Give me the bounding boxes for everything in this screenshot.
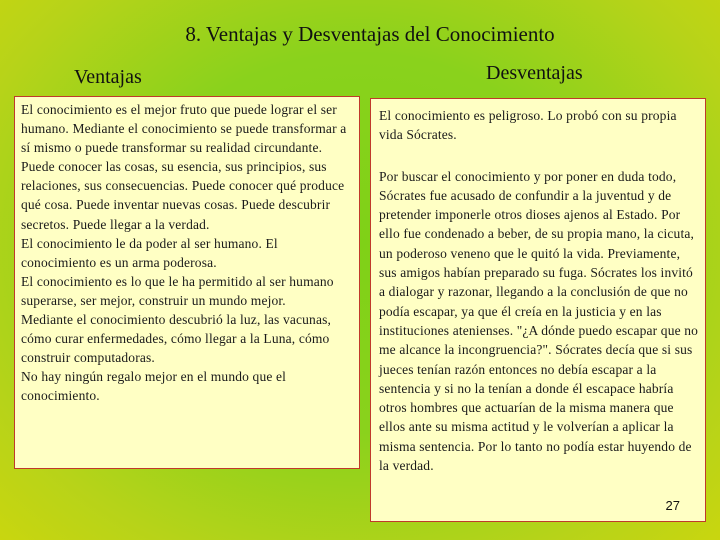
- ventajas-text-box: [14, 96, 360, 469]
- ventajas-paragraph: El conocimiento es lo que le ha permitido al ser humano superarse, ser mejor, construir un mundo mejor.: [21, 273, 334, 308]
- slide-title: 8. Ventajas y Desventajas del Conocimiento: [185, 22, 555, 46]
- ventajas-paragraph: El conocimiento le da poder al ser humano. El conocimiento es un arma poderosa.: [21, 235, 278, 270]
- desventajas-paragraph: Por buscar el conocimiento y por poner en duda todo, Sócrates fue acusado de confundir a la juventud y de pretender imponerle otros dioses ajenos al Estado. Por ello fue condenado a beber, de su propia mano, la cicuta, un poderoso veneno que le quitó la vida. Previamente, sus amigos habían preparado su fuga. Sócrates los invitó a dialogar y razonar, llegando a la conclusión de que no podía escapar, ya que él creía en la justicia y en las instituciones atenienses. "¿A dónde puedo escapar que no me alcance la incongruencia?". Sócrates decía que si sus jueces tenían razón entonces no debía escapar a la sentencia y si no la tenían a donde él escapace habría otros hombres que actuarían de la misma manera que ellos ante su misma actitud y le volverían a aplicar la misma sentencia. Por lo tanto no podía estar huyendo de la verdad.: [379, 168, 699, 474]
- paragraph-spacer: [379, 145, 699, 167]
- desventajas-heading: Desventajas: [486, 62, 583, 84]
- desventajas-text-box: [370, 98, 706, 522]
- page-number: 27: [665, 498, 680, 513]
- ventajas-paragraph: No hay ningún regalo mejor en el mundo que el conocimiento.: [21, 369, 287, 404]
- ventajas-heading: Ventajas: [74, 66, 142, 88]
- ventajas-paragraph: El conocimiento es el mejor fruto que puede lograr el ser humano. Mediante el conocimiento se puede transformar a sí mismo o puede transformar su realidad circundante. Puede conocer las cosas, su esencia, sus principios, sus relaciones, sus consecuencias. Puede conocer qué produce qué cosa. Puede inventar nuevas cosas. Puede descubrir secretos. Puede llegar a la verdad.: [21, 102, 347, 232]
- ventajas-paragraph: Mediante el conocimiento descubrió la luz, las vacunas, cómo curar enfermedades, cómo llegar a la Luna, cómo construir computadoras.: [21, 312, 332, 366]
- desventajas-paragraph: El conocimiento es peligroso. Lo probó con su propia vida Sócrates.: [379, 108, 677, 143]
